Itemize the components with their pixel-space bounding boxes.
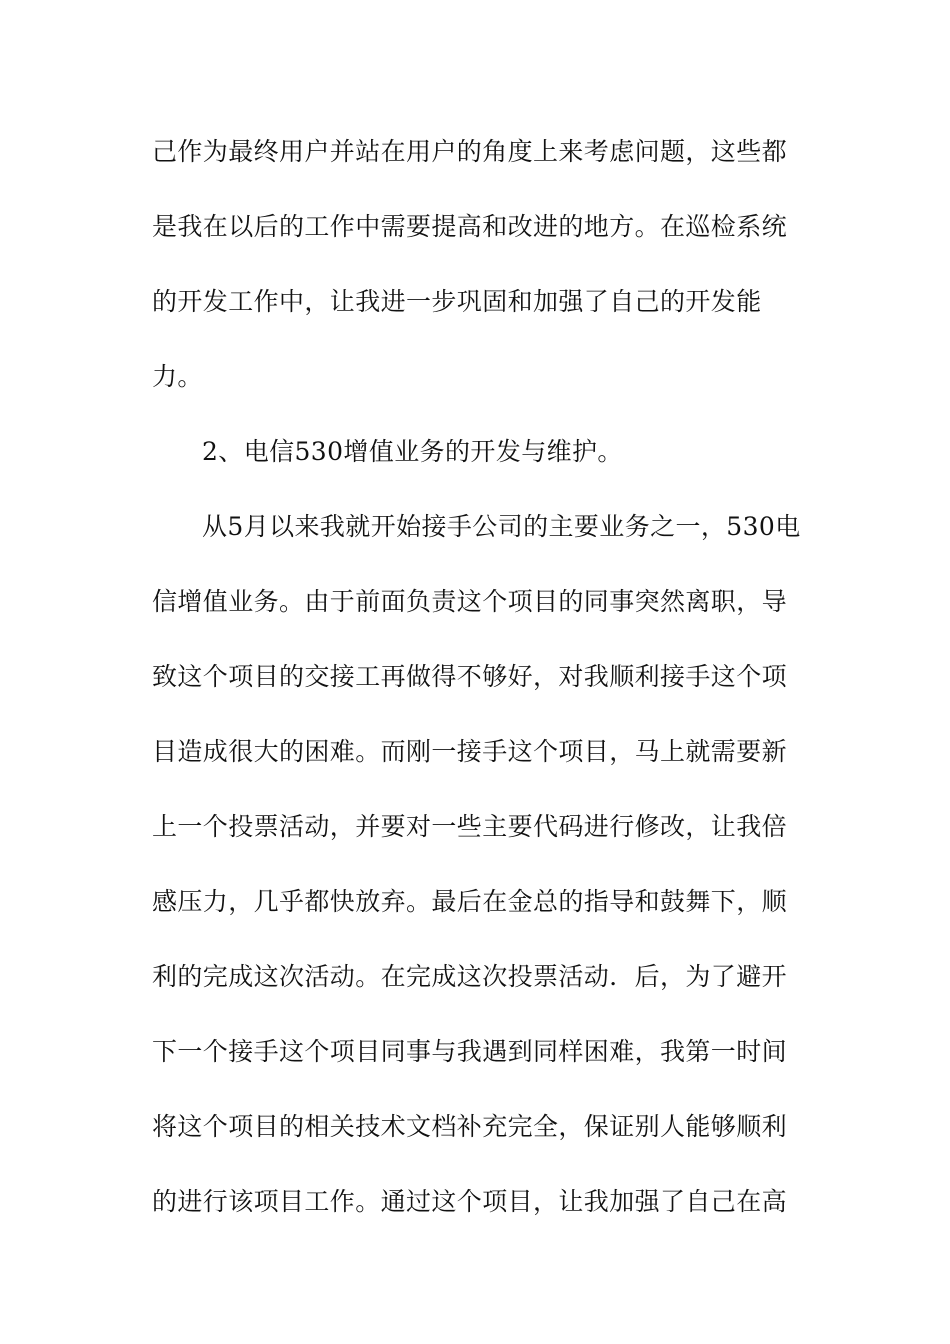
text-line: 是我在以后的工作中需要提高和改进的地方。在巡检系统 (152, 212, 788, 241)
text-line: 力。 (152, 362, 203, 391)
text-line: 信增值业务。由于前面负责这个项目的同事突然离职，导 (152, 587, 788, 616)
text-line: 下一个接手这个项目同事与我遇到同样困难，我第一时间 (152, 1037, 788, 1066)
text-line: 上一个投票活动，并要对一些主要代码进行修改，让我倍 (152, 812, 788, 841)
text-line: 目造成很大的困难。而刚一接手这个项目，马上就需要新 (152, 737, 788, 766)
text-line: 的进行该项目工作。通过这个项目，让我加强了自己在高 (152, 1187, 788, 1216)
text-line: 利的完成这次活动。在完成这次投票活动．后，为了避开 (152, 962, 788, 991)
text-line: 感压力，几乎都快放弃。最后在金总的指导和鼓舞下，顺 (152, 887, 788, 916)
text-line: 己作为最终用户并站在用户的角度上来考虑问题，这些都 (152, 137, 788, 166)
text-line: 将这个项目的相关技术文档补充完全，保证别人能够顺利 (152, 1112, 788, 1141)
text-line: 的开发工作中，让我进一步巩固和加强了自己的开发能 (152, 287, 762, 316)
paragraph-first-line: 从5月以来我就开始接手公司的主要业务之一，530电 (202, 512, 801, 541)
section-heading: 2、电信530增值业务的开发与维护。 (202, 437, 623, 466)
text-line: 致这个项目的交接工再做得不够好，对我顺利接手这个项 (152, 662, 788, 691)
